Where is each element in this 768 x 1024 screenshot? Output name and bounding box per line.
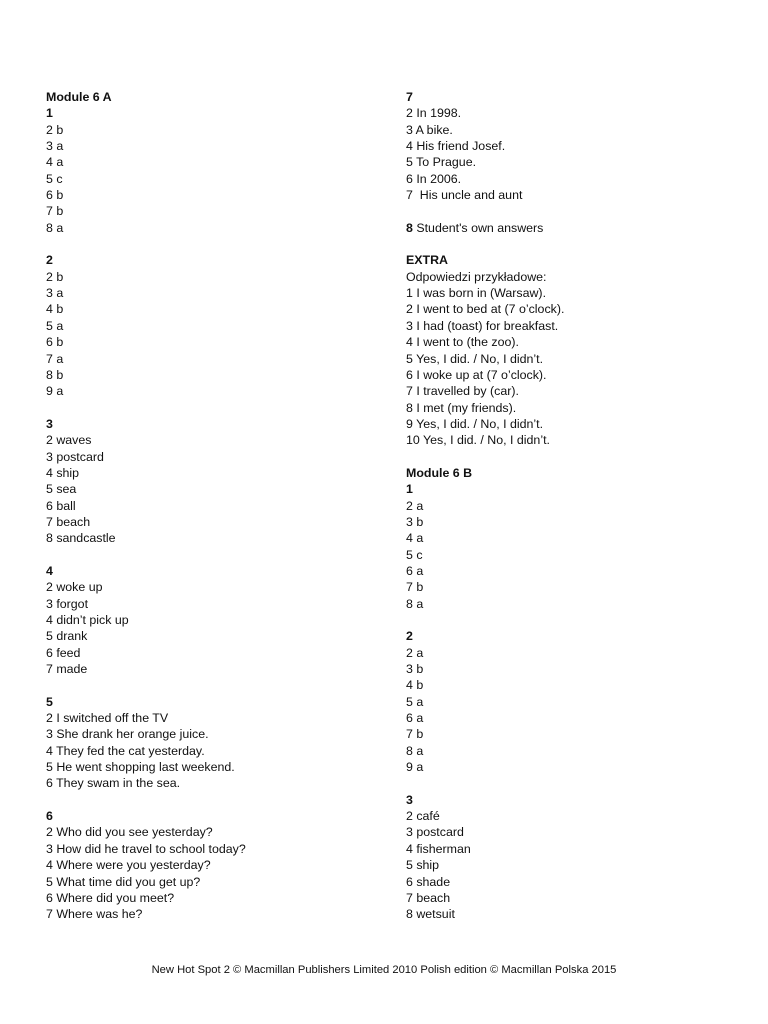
answer-line: 3 a bbox=[46, 286, 64, 301]
answer-line: 7 I travelled by (car). bbox=[406, 384, 519, 399]
section-spacer bbox=[46, 677, 376, 693]
item-number: 8 bbox=[406, 220, 413, 235]
section-heading-1: 1 bbox=[46, 106, 53, 121]
answer-line: 7 Where was he? bbox=[46, 907, 143, 922]
answer-line: Odpowiedzi przykładowe: bbox=[406, 269, 547, 284]
answer-line: 5 a bbox=[406, 694, 424, 709]
answer-line: 3 postcard bbox=[406, 825, 464, 840]
answer-line: 3 I had (toast) for breakfast. bbox=[406, 318, 559, 333]
section-spacer bbox=[406, 612, 746, 628]
answer-line: 8 a bbox=[46, 220, 64, 235]
section-heading-7: 7 bbox=[406, 90, 413, 104]
answer-line: 4 fisherman bbox=[406, 841, 471, 856]
answer-line: 7 made bbox=[46, 662, 88, 677]
section-spacer bbox=[46, 547, 376, 563]
answer-line: 8 wetsuit bbox=[406, 907, 455, 922]
answer-line: 4 His friend Josef. bbox=[406, 139, 506, 154]
answer-line: 6 I woke up at (7 o’clock). bbox=[406, 367, 547, 382]
answer-text: Student's own answers bbox=[412, 220, 544, 235]
answer-line: 4 b bbox=[406, 678, 424, 693]
answer-line: 8 I met (my friends). bbox=[406, 400, 517, 415]
section-heading-2: 2 bbox=[406, 629, 413, 644]
answer-line: 6 ball bbox=[46, 498, 76, 513]
answer-line: 6 b bbox=[46, 188, 64, 203]
answer-line: 5 ship bbox=[406, 858, 440, 873]
answer-line: 8 sandcastle bbox=[46, 531, 116, 546]
answer-line: 6 feed bbox=[46, 645, 81, 660]
answer-line: 7 b bbox=[406, 727, 424, 742]
answer-line: 10 Yes, I did. / No, I didn’t. bbox=[406, 433, 550, 448]
section-heading-3: 3 bbox=[406, 792, 413, 807]
answer-line: 2 In 1998. bbox=[406, 106, 462, 121]
section-heading-3: 3 bbox=[46, 416, 53, 431]
section-heading-extra: EXTRA bbox=[406, 253, 448, 268]
answer-line: 6 In 2006. bbox=[406, 171, 462, 186]
answer-line: 2 Who did you see yesterday? bbox=[46, 825, 213, 840]
answer-line: 3 forgot bbox=[46, 596, 89, 611]
answer-line bbox=[406, 220, 746, 236]
answer-line: 3 She drank her orange juice. bbox=[46, 727, 209, 742]
answer-line: 7 His uncle and aunt bbox=[406, 188, 523, 203]
answer-line: 3 How did he travel to school today? bbox=[46, 841, 246, 856]
answer-line: 4 a bbox=[46, 155, 64, 170]
answer-line: 5 He went shopping last weekend. bbox=[46, 760, 235, 775]
section-heading-1: 1 bbox=[406, 482, 413, 497]
section-heading-6: 6 bbox=[46, 809, 53, 824]
section-heading-module-6-b: Module 6 B bbox=[406, 465, 473, 480]
answer-line: 6 They swam in the sea. bbox=[46, 776, 181, 791]
answer-line: 2 a bbox=[406, 645, 424, 660]
answer-line: 7 a bbox=[46, 351, 64, 366]
answer-line: 3 postcard bbox=[46, 449, 104, 464]
answer-line: 2 café bbox=[406, 809, 440, 824]
section-spacer bbox=[406, 236, 746, 252]
answer-line: 9 Yes, I did. / No, I didn’t. bbox=[406, 416, 544, 431]
answer-line: 5 drank bbox=[46, 629, 88, 644]
answer-line: 2 b bbox=[46, 269, 64, 284]
answer-line: 6 a bbox=[406, 711, 424, 726]
answer-line: 2 woke up bbox=[46, 580, 103, 595]
answer-line: 5 a bbox=[46, 318, 64, 333]
answer-line: 4 Where were you yesterday? bbox=[46, 858, 211, 873]
answer-line: 1 I was born in (Warsaw). bbox=[406, 286, 547, 301]
answer-line: 7 beach bbox=[406, 890, 451, 905]
section-heading-4: 4 bbox=[46, 563, 53, 578]
answer-line: 7 beach bbox=[46, 514, 91, 529]
answer-line: 3 A bike. bbox=[406, 122, 453, 137]
answer-line: 4 They fed the cat yesterday. bbox=[46, 743, 205, 758]
answer-line: 7 b bbox=[46, 204, 64, 219]
answer-line: 8 b bbox=[46, 367, 64, 382]
section-spacer bbox=[46, 400, 376, 416]
section-heading-module-6-a: Module 6 A bbox=[46, 90, 112, 104]
answer-line: 8 a bbox=[406, 596, 424, 611]
answer-line: 3 b bbox=[406, 514, 424, 529]
answer-line: 6 Where did you meet? bbox=[46, 890, 175, 905]
answer-line: 2 b bbox=[46, 122, 64, 137]
answer-line: 4 ship bbox=[46, 465, 80, 480]
answer-line: 4 a bbox=[406, 531, 424, 546]
answer-line: 5 c bbox=[406, 547, 423, 562]
answer-line: 4 b bbox=[46, 302, 64, 317]
section-heading-2: 2 bbox=[46, 253, 53, 268]
section-spacer bbox=[46, 236, 376, 252]
answer-line: 3 a bbox=[46, 139, 64, 154]
copyright-footer: New Hot Spot 2 © Macmillan Publishers Limited 2010 Polish edition © Macmillan Polska 2015 bbox=[151, 964, 617, 976]
answer-line: 8 a bbox=[406, 743, 424, 758]
answer-line: 2 I went to bed at (7 o’clock). bbox=[406, 302, 565, 317]
section-spacer bbox=[406, 449, 746, 465]
answer-line: 6 shade bbox=[406, 874, 451, 889]
answer-line: 2 I switched off the TV bbox=[46, 711, 169, 726]
answer-line: 5 sea bbox=[46, 482, 77, 497]
section-spacer bbox=[406, 775, 746, 791]
section-spacer bbox=[46, 792, 376, 808]
answer-line: 4 I went to (the zoo). bbox=[406, 335, 519, 350]
section-heading-5: 5 bbox=[46, 694, 53, 709]
answer-line: 3 b bbox=[406, 662, 424, 677]
answer-key-right-column bbox=[406, 89, 746, 923]
answer-line: 4 didn’t pick up bbox=[46, 613, 129, 627]
section-spacer bbox=[406, 203, 746, 219]
answer-line: 5 To Prague. bbox=[406, 155, 477, 170]
answer-line: 7 b bbox=[406, 580, 424, 595]
answer-line: 5 c bbox=[46, 171, 63, 186]
answer-key-left-column bbox=[46, 89, 376, 923]
answer-line: 2 a bbox=[406, 498, 424, 513]
answer-line: 9 a bbox=[406, 760, 424, 775]
answer-line: 6 b bbox=[46, 335, 64, 350]
answer-line: 9 a bbox=[46, 384, 64, 399]
answer-line: 5 Yes, I did. / No, I didn’t. bbox=[406, 351, 544, 366]
answer-line: 5 What time did you get up? bbox=[46, 874, 201, 889]
answer-line: 2 waves bbox=[46, 433, 92, 448]
answer-line: 6 a bbox=[406, 563, 424, 578]
